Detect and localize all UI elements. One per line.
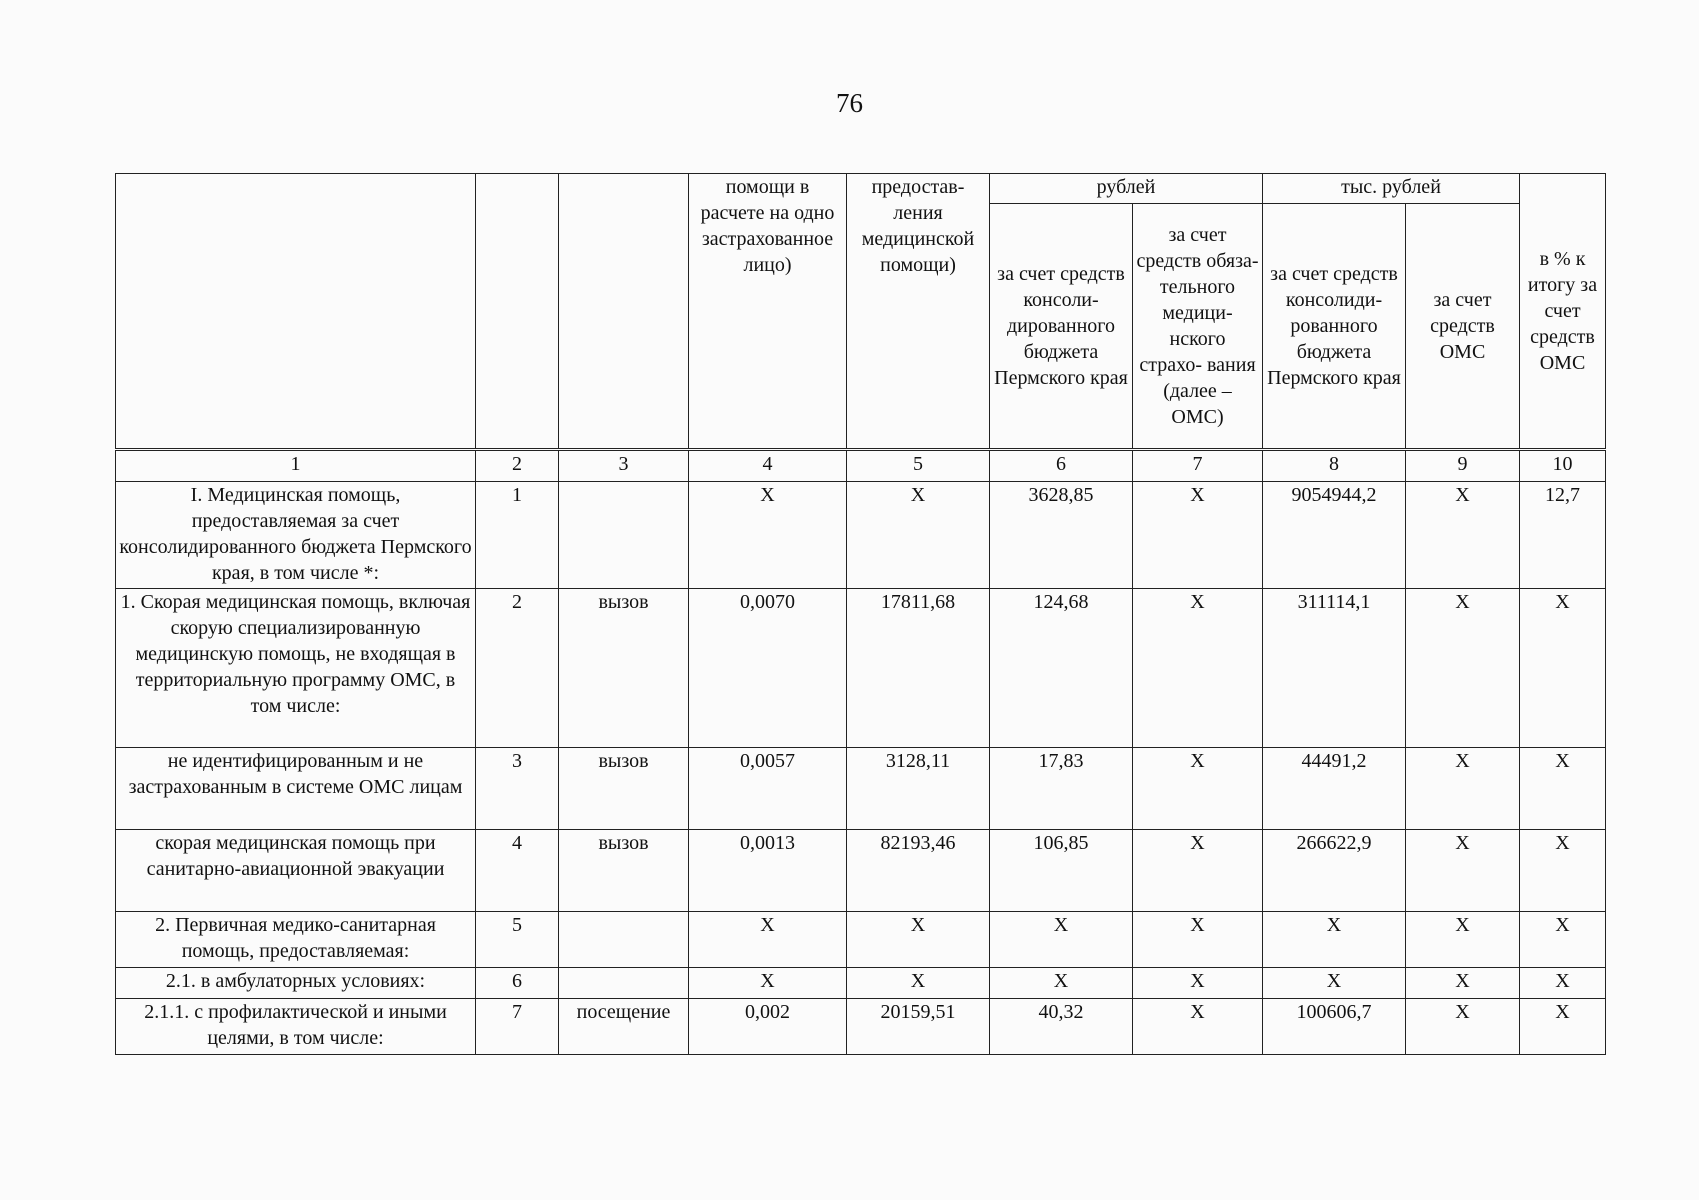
row-c10: Х xyxy=(1520,748,1606,830)
row-c6: Х xyxy=(990,912,1133,968)
row-c7: Х xyxy=(1133,589,1263,748)
header-group-rub: рублей xyxy=(990,174,1263,204)
header-col6: за счет средств консоли- дированного бюджета Пермского края xyxy=(990,204,1133,450)
row-name: I. Медицинская помощь, предоставляемая за счет консолидированного бюджета Пермского края, в том числе *: xyxy=(116,482,476,589)
header-col2 xyxy=(476,174,559,450)
column-number: 2 xyxy=(476,450,559,482)
row-c9: Х xyxy=(1406,912,1520,968)
row-c5: Х xyxy=(847,912,990,968)
table-row xyxy=(116,968,1606,999)
header-group-thous: тыс. рублей xyxy=(1263,174,1520,204)
row-unit: вызов xyxy=(559,830,689,912)
financing-table xyxy=(115,173,1606,1055)
header-col7: за счет средств обяза- тельного медици- нского страхо- вания (далее – ОМС) xyxy=(1133,204,1263,450)
row-c4: Х xyxy=(689,912,847,968)
row-unit: посещение xyxy=(559,999,689,1055)
row-c4: 0,0013 xyxy=(689,830,847,912)
row-line: 7 xyxy=(476,999,559,1055)
row-c4: 0,002 xyxy=(689,999,847,1055)
header-col9: за счет средств ОМС xyxy=(1406,204,1520,450)
row-c10: Х xyxy=(1520,912,1606,968)
row-c7: Х xyxy=(1133,999,1263,1055)
column-number: 4 xyxy=(689,450,847,482)
row-c8: 9054944,2 xyxy=(1263,482,1406,589)
header-col5: предостав- ления медицинской помощи) xyxy=(847,174,990,450)
row-unit: вызов xyxy=(559,748,689,830)
header-col4: помощи в расчете на одно застрахованное лицо) xyxy=(689,174,847,450)
row-name: 1. Скорая медицинская помощь, включая скорую специализированную медицинскую помощь, не входящая в территориальную программу ОМС, в том числе: xyxy=(116,589,476,748)
row-c8: Х xyxy=(1263,968,1406,999)
row-c7: Х xyxy=(1133,748,1263,830)
row-c9: Х xyxy=(1406,589,1520,748)
row-name: 2.1. в амбулаторных условиях: xyxy=(116,968,476,999)
row-name: 2.1.1. с профилактической и иными целями, в том числе: xyxy=(116,999,476,1055)
row-unit xyxy=(559,482,689,589)
row-c8: 311114,1 xyxy=(1263,589,1406,748)
row-c4: Х xyxy=(689,482,847,589)
column-number: 10 xyxy=(1520,450,1606,482)
row-c4: 0,0057 xyxy=(689,748,847,830)
row-c5: 82193,46 xyxy=(847,830,990,912)
row-line: 4 xyxy=(476,830,559,912)
row-line: 3 xyxy=(476,748,559,830)
row-c9: Х xyxy=(1406,968,1520,999)
row-c5: 3128,11 xyxy=(847,748,990,830)
row-unit xyxy=(559,912,689,968)
column-number: 6 xyxy=(990,450,1133,482)
row-name: скорая медицинская помощь при санитарно-авиационной эвакуации xyxy=(116,830,476,912)
column-number: 7 xyxy=(1133,450,1263,482)
row-c10: Х xyxy=(1520,999,1606,1055)
header-col8: за счет средств консолиди- рованного бюджета Пермского края xyxy=(1263,204,1406,450)
row-c6: 3628,85 xyxy=(990,482,1133,589)
row-c5: Х xyxy=(847,482,990,589)
row-c7: Х xyxy=(1133,968,1263,999)
row-c9: Х xyxy=(1406,482,1520,589)
row-c10: 12,7 xyxy=(1520,482,1606,589)
header-col3 xyxy=(559,174,689,450)
column-number: 3 xyxy=(559,450,689,482)
row-c6: Х xyxy=(990,968,1133,999)
row-c4: 0,0070 xyxy=(689,589,847,748)
table-row xyxy=(116,589,1606,748)
row-c9: Х xyxy=(1406,830,1520,912)
row-unit: вызов xyxy=(559,589,689,748)
row-c8: Х xyxy=(1263,912,1406,968)
row-c6: 17,83 xyxy=(990,748,1133,830)
row-line: 6 xyxy=(476,968,559,999)
row-c7: Х xyxy=(1133,830,1263,912)
row-line: 5 xyxy=(476,912,559,968)
row-c5: Х xyxy=(847,968,990,999)
row-c8: 44491,2 xyxy=(1263,748,1406,830)
row-c10: Х xyxy=(1520,830,1606,912)
column-number: 5 xyxy=(847,450,990,482)
row-c6: 106,85 xyxy=(990,830,1133,912)
row-c7: Х xyxy=(1133,912,1263,968)
column-number-row xyxy=(116,450,1606,482)
row-c6: 40,32 xyxy=(990,999,1133,1055)
table-row xyxy=(116,748,1606,830)
header-col10: в % к итогу за счет средств ОМС xyxy=(1520,174,1606,450)
column-number: 8 xyxy=(1263,450,1406,482)
row-c9: Х xyxy=(1406,999,1520,1055)
row-name: не идентифицированным и не застрахованным в системе ОМС лицам xyxy=(116,748,476,830)
row-c10: Х xyxy=(1520,589,1606,748)
column-number: 9 xyxy=(1406,450,1520,482)
row-name: 2. Первичная медико-санитарная помощь, предоставляемая: xyxy=(116,912,476,968)
row-c5: 17811,68 xyxy=(847,589,990,748)
column-number: 1 xyxy=(116,450,476,482)
row-c8: 266622,9 xyxy=(1263,830,1406,912)
table-row xyxy=(116,830,1606,912)
row-c8: 100606,7 xyxy=(1263,999,1406,1055)
row-c6: 124,68 xyxy=(990,589,1133,748)
row-c5: 20159,51 xyxy=(847,999,990,1055)
row-c10: Х xyxy=(1520,968,1606,999)
row-c4: Х xyxy=(689,968,847,999)
page-number: 76 xyxy=(836,88,863,118)
table-row xyxy=(116,999,1606,1055)
row-line: 1 xyxy=(476,482,559,589)
row-c7: Х xyxy=(1133,482,1263,589)
table-row xyxy=(116,912,1606,968)
row-c9: Х xyxy=(1406,748,1520,830)
row-line: 2 xyxy=(476,589,559,748)
table-row xyxy=(116,482,1606,589)
header-col1 xyxy=(116,174,476,450)
row-unit xyxy=(559,968,689,999)
